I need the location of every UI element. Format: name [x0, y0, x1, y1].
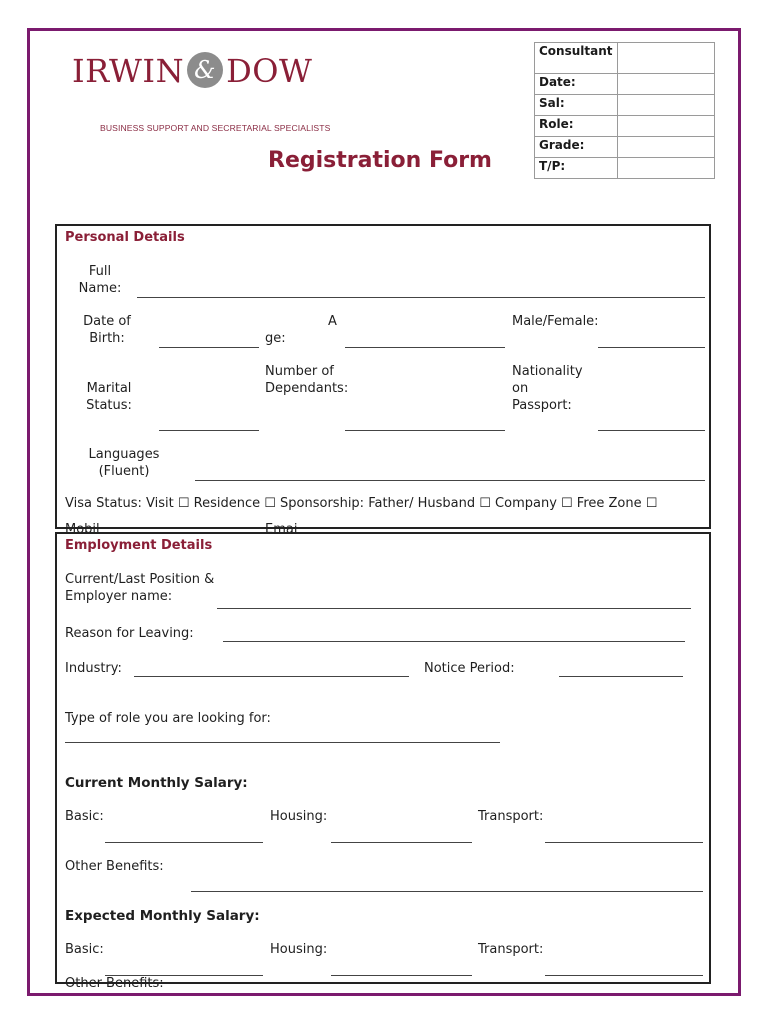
current-transport-label: Transport: — [478, 809, 544, 824]
visa-status-options[interactable]: Visa Status: Visit ☐ Residence ☐ Sponsorship: Father/ Husband ☐ Company ☐ Free Zone ☐ — [65, 496, 658, 511]
office-field-role[interactable] — [617, 116, 714, 137]
personal-details-title: Personal Details — [65, 230, 185, 245]
logo-wordmark: IRWIN & DOW — [72, 52, 313, 90]
current-housing-field[interactable] — [331, 842, 472, 843]
office-field-date[interactable] — [617, 74, 714, 95]
industry-field[interactable] — [134, 676, 409, 677]
current-position-field[interactable] — [217, 608, 691, 609]
reason-for-leaving-label: Reason for Leaving: — [65, 626, 194, 641]
marital-status-label: Marital Status: — [86, 381, 132, 413]
employment-details-section — [55, 532, 711, 991]
office-field-consultant[interactable] — [617, 43, 714, 74]
logo-ampersand-circle: & — [187, 52, 223, 88]
current-transport-field[interactable] — [545, 842, 703, 843]
expected-transport-label: Transport: — [478, 942, 544, 957]
marital-status-field[interactable] — [159, 430, 259, 431]
gender-label: Male/Female: — [512, 314, 599, 329]
age-label-part2: ge: — [265, 331, 286, 346]
personal-details-section — [55, 224, 711, 537]
email-label: Emai — [265, 522, 298, 537]
expected-housing-field[interactable] — [331, 975, 472, 976]
current-other-benefits-label: Other Benefits: — [65, 859, 164, 874]
dependants-field[interactable] — [345, 430, 505, 431]
current-basic-field[interactable] — [105, 842, 263, 843]
office-label-consultant: Consultant — [535, 43, 618, 74]
notice-period-field[interactable] — [559, 676, 683, 677]
nationality-field[interactable] — [598, 430, 705, 431]
expected-salary-heading: Expected Monthly Salary: — [65, 908, 260, 924]
reason-for-leaving-field[interactable] — [223, 641, 685, 642]
role-type-label: Type of role you are looking for: — [65, 711, 271, 726]
logo-tagline: BUSINESS SUPPORT AND SECRETARIAL SPECIALISTS — [100, 123, 331, 133]
office-label-date: Date: — [535, 74, 618, 95]
dob-field[interactable] — [159, 347, 259, 348]
dob-label: Date of Birth: — [83, 314, 131, 346]
current-other-benefits-field[interactable] — [191, 891, 703, 892]
notice-period-label: Notice Period: — [424, 661, 515, 676]
office-label-grade: Grade: — [535, 137, 618, 158]
languages-field[interactable] — [195, 480, 705, 481]
office-label-role: Role: — [535, 116, 618, 137]
full-name-label: Full Name: — [78, 264, 122, 296]
current-position-label: Current/Last Position & Employer name: — [65, 572, 215, 604]
expected-other-benefits-label: Other Benefits: — [65, 976, 164, 991]
office-use-table — [534, 42, 715, 179]
nationality-label: Nationality on Passport: — [512, 364, 583, 413]
full-name-field[interactable] — [137, 297, 705, 298]
company-logo — [72, 52, 331, 142]
role-type-field[interactable] — [65, 742, 500, 743]
age-field[interactable] — [345, 347, 505, 348]
expected-housing-label: Housing: — [270, 942, 328, 957]
current-housing-label: Housing: — [270, 809, 328, 824]
mobile-label: Mobil — [65, 522, 100, 537]
current-salary-heading: Current Monthly Salary: — [65, 775, 248, 791]
office-field-sal[interactable] — [617, 95, 714, 116]
industry-label: Industry: — [65, 661, 122, 676]
office-label-tp: T/P: — [535, 158, 618, 179]
page-title: Registration Form — [268, 148, 492, 173]
expected-transport-field[interactable] — [545, 975, 703, 976]
employment-details-title: Employment Details — [65, 538, 213, 553]
languages-label: Languages (Fluent) — [88, 447, 160, 479]
expected-basic-label: Basic: — [65, 942, 104, 957]
office-label-sal: Sal: — [535, 95, 618, 116]
current-basic-label: Basic: — [65, 809, 104, 824]
dependants-label: Number of Dependants: — [265, 364, 349, 396]
gender-field[interactable] — [598, 347, 705, 348]
office-field-grade[interactable] — [617, 137, 714, 158]
office-field-tp[interactable] — [617, 158, 714, 179]
age-label-part1: A — [328, 314, 337, 329]
